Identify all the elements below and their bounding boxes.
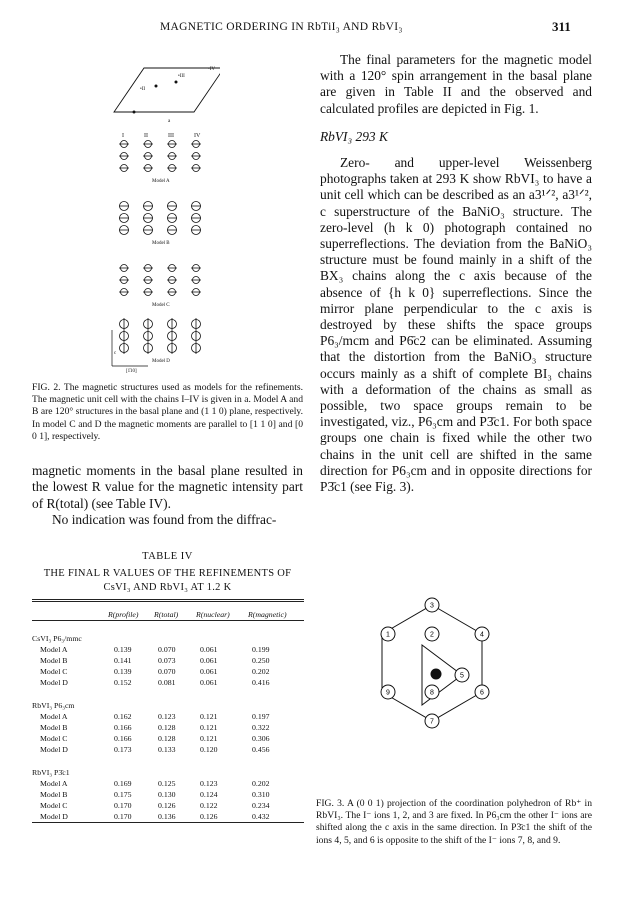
table-row: [32, 801, 304, 811]
left-paragraph-2: No indication was found from the diffrac-: [52, 512, 277, 528]
svg-text:•III: •III: [178, 74, 185, 79]
table-top-rule-2: [32, 601, 304, 602]
table-cell: 0.169: [114, 779, 132, 788]
table-cell: 0.061: [200, 656, 218, 665]
table-cell: 0.124: [200, 790, 218, 799]
table-cell: 0.136: [158, 812, 176, 821]
table-group-label: [32, 768, 304, 778]
table-row: [32, 645, 304, 655]
col-header-profile: R(profile): [108, 610, 139, 619]
table-cell: 0.170: [114, 801, 132, 810]
row-label: Model A: [40, 779, 68, 788]
table-cell: 0.070: [158, 645, 176, 654]
iodide-node-label: 6: [480, 689, 484, 697]
table-row: [32, 667, 304, 677]
iodide-node-label: 4: [480, 631, 484, 639]
fig2-caption: FIG. 2. The magnetic structures used as models for the refinements. The magnetic unit cell with the chains I–IV is given in a. Model A and B are 120° structures in the basal plane and (1 1 0) plane, respectively. In model C and D the magnetic moments are parallel to [1 1 0] and [0 0 1], respectively.: [32, 382, 303, 442]
table-cell: 0.141: [114, 656, 132, 665]
table-row: [32, 723, 304, 733]
table-cell: 0.432: [252, 812, 270, 821]
table-cell: 0.120: [200, 745, 218, 754]
iodide-node-label: 5: [460, 672, 464, 680]
row-label: Model D: [40, 678, 68, 687]
iodide-node-label: 1: [386, 631, 390, 639]
svg-text:•IV: •IV: [208, 67, 216, 72]
chain-label-II: II: [144, 133, 148, 139]
table-top-rule: [32, 599, 304, 600]
group-name: CsVI₃ P6₃/mmc: [32, 634, 82, 643]
col-header-magnetic: R(magnetic): [248, 610, 287, 619]
table-cell: 0.125: [158, 779, 176, 788]
table-cell: 0.170: [114, 812, 132, 821]
table-cell: 0.152: [114, 678, 132, 687]
row-label: Model A: [40, 645, 68, 654]
table-cell: 0.133: [158, 745, 176, 754]
table-row: [32, 745, 304, 755]
unit-cell-parallelogram: [114, 68, 220, 112]
model-label-d: Model D: [152, 359, 170, 364]
table-cell: 0.061: [200, 645, 218, 654]
table-cell: 0.121: [200, 712, 218, 721]
running-title: MAGNETIC ORDERING IN RbTiI₃ AND RbVI₃: [160, 21, 403, 33]
table-cell: 0.197: [252, 712, 270, 721]
right-paragraph-1: The final parameters for the magnetic model with a 120° spin arrangement in the basal plane are given in Table II and the observed and calculated profiles are depicted in Fig. 1.: [320, 52, 592, 116]
model-label-c: Model C: [152, 303, 170, 308]
table-cell: 0.416: [252, 678, 270, 687]
table-row: [32, 812, 304, 822]
svg-text:•II: •II: [140, 87, 146, 92]
table-cell: 0.456: [252, 745, 270, 754]
chain-label-I: I: [122, 133, 124, 139]
table-cell: 0.139: [114, 667, 132, 676]
table-cell: 0.166: [114, 734, 132, 743]
table-row: [32, 712, 304, 722]
table-header-rule: [32, 620, 304, 621]
table-row: [32, 779, 304, 789]
table-cell: 0.310: [252, 790, 270, 799]
table-bottom-rule: [32, 822, 304, 823]
left-paragraph-1: magnetic moments in the basal plane resulted in the lowest R value for the magnetic intensity part of R(total) (see Table IV).: [32, 463, 303, 511]
row-label: Model B: [40, 656, 68, 665]
table-cell: 0.175: [114, 790, 132, 799]
group-name: RbVI₃ P3̄c1: [32, 768, 70, 777]
iodide-node-label: 2: [430, 631, 434, 639]
table-group-label: [32, 701, 304, 711]
table-cell: 0.162: [114, 712, 132, 721]
iodide-node-label: 9: [386, 689, 390, 697]
fig3-polyhedron: [376, 595, 526, 785]
model-label-a: Model A: [152, 179, 170, 184]
table-cell: 0.121: [200, 734, 218, 743]
row-label: Model C: [40, 667, 68, 676]
table-cell: 0.126: [200, 812, 218, 821]
iodide-node-label: 3: [430, 602, 434, 610]
table-cell: 0.128: [158, 734, 176, 743]
iodide-node-label: 8: [430, 689, 434, 697]
section-heading: RbVI₃ 293 K: [320, 128, 388, 144]
fig2-magnetic-structures: [110, 62, 220, 374]
table-cell: 0.061: [200, 667, 218, 676]
row-label: Model B: [40, 790, 68, 799]
left-column-text: [32, 463, 303, 529]
table-cell: 0.128: [158, 723, 176, 732]
row-label: Model D: [40, 812, 68, 821]
table-cell: 0.202: [252, 667, 270, 676]
table-cell: 0.202: [252, 779, 270, 788]
fig3-caption: FIG. 3. A (0 0 1) projection of the coordination polyhedron of Rb⁺ in RbVI₃. The I⁻ ions 1, 2, and 3 are fixed. In P6₃cm the other I⁻ ions are shifted along the c axis in the same direction. In P3̄c1 the shift of the ions 4, 5, and 6 is opposite to the shift of the I⁻ ions 7, 8, and 9.: [316, 798, 592, 846]
row-label: Model C: [40, 734, 68, 743]
table-title: TABLE IV: [142, 551, 193, 562]
rb-ion-dot: [431, 669, 442, 680]
table-cell: 0.070: [158, 667, 176, 676]
table-cell: 0.234: [252, 801, 270, 810]
model-label-b: Model B: [152, 241, 170, 246]
table-caption: THE FINAL R VALUES OF THE REFINEMENTS OF CsVI₃ AND RbVI₃ AT 1.2 K: [43, 568, 292, 593]
axis-110-label: [1̄10]: [126, 369, 137, 374]
table-cell: 0.306: [252, 734, 270, 743]
table-cell: 0.081: [158, 678, 176, 687]
row-label: Model C: [40, 801, 68, 810]
page-header: [0, 19, 624, 39]
table-cell: 0.121: [200, 723, 218, 732]
group-name: RbVI₃ P6₃cm: [32, 701, 75, 710]
table-cell: 0.073: [158, 656, 176, 665]
table-cell: 0.250: [252, 656, 270, 665]
fig2-sublabel-a: a: [168, 119, 171, 124]
table-row: [32, 790, 304, 800]
table-cell: 0.166: [114, 723, 132, 732]
iodide-node-label: 7: [430, 718, 434, 726]
table-row: [32, 734, 304, 744]
table-cell: 0.061: [200, 678, 218, 687]
table-cell: 0.130: [158, 790, 176, 799]
right-column-text: [320, 52, 592, 495]
table-row: [32, 656, 304, 666]
table-row: [32, 678, 304, 688]
row-label: Model D: [40, 745, 68, 754]
col-header-nuclear: R(nuclear): [196, 610, 230, 619]
chain-label-III: III: [168, 133, 174, 139]
chain-label-IV: IV: [194, 133, 201, 139]
table-cell: 0.126: [158, 801, 176, 810]
row-label: Model A: [40, 712, 68, 721]
table-cell: 0.139: [114, 645, 132, 654]
page-number: 311: [552, 19, 571, 34]
table-cell: 0.199: [252, 645, 270, 654]
table-cell: 0.173: [114, 745, 132, 754]
table-group-label: [32, 634, 304, 644]
right-paragraph-2: Zero- and upper-level Weissenberg photographs taken at 293 K show RbVI₃ to have a unit cell which can be described as an a3¹ᐟ², a3¹ᐟ², c superstructure of the BaNiO₃ structure. The zero-level (h k 0) photograph contained no superreflections. The deviation from the BaNiO₃ structure must be found mainly in a shift of the BX₃ chains along the c axis because of the absence of {h k 0} superreflections. Since the mirror plane perpendicular to the c axis is destroyed by these shifts the space groups P6₃/mcm and P6̄c2 can be eliminated. Assuming that the distortion from the BaNiO₃ structure occurs mainly as a shift of complete BI₃ chains with a deformation of the chains as small as possible, two space groups remain to be investigated, viz., P6₃cm and P3̄c1. For both space groups one chain is fixed while the other two chains in the unit cell are shifted in the same direction for P6₃cm and in opposite directions for P3̄c1 (see Fig. 3).: [320, 155, 592, 495]
col-header-total: R(total): [154, 610, 179, 619]
table-cell: 0.123: [200, 779, 218, 788]
table-cell: 0.122: [200, 801, 218, 810]
hexagon-outline: [382, 602, 482, 721]
axis-c-label: c: [114, 351, 117, 356]
row-label: Model B: [40, 723, 68, 732]
table-cell: 0.123: [158, 712, 176, 721]
table-cell: 0.322: [252, 723, 270, 732]
